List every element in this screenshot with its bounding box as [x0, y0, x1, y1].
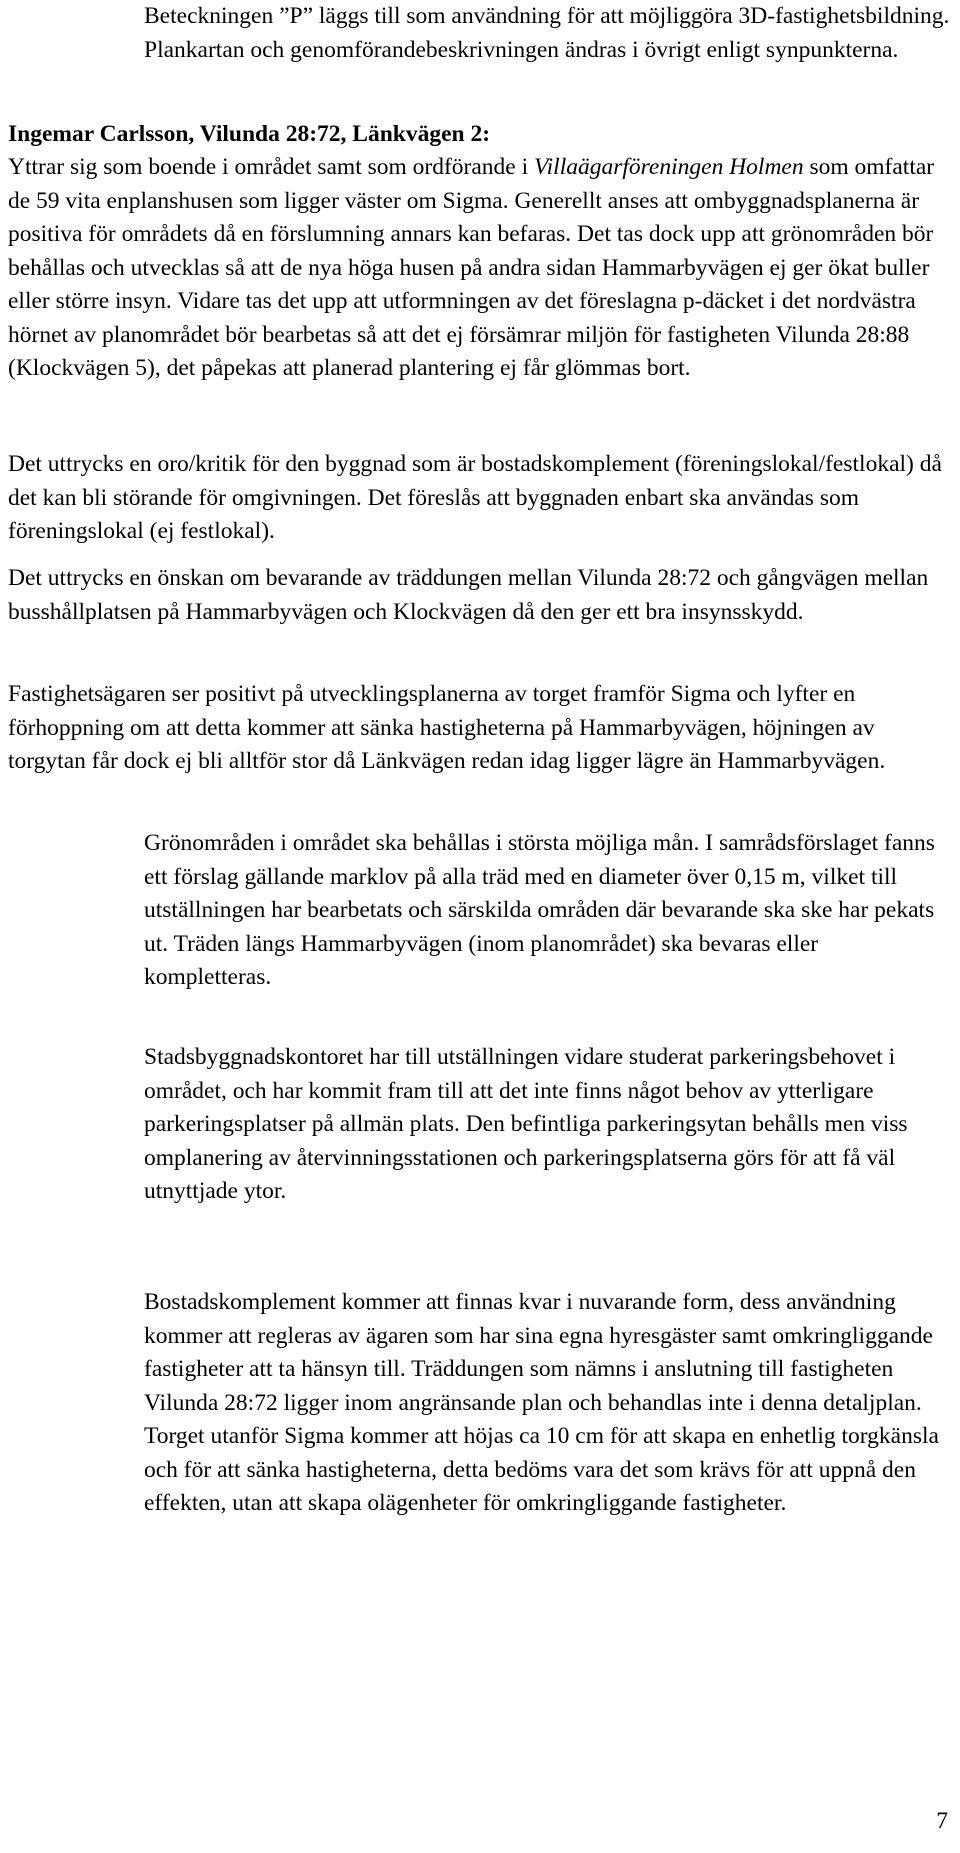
response-paragraph-1: Grönområden i området ska behållas i största möjliga mån. I samrådsförslaget fanns ett förslag gällande marklov på alla träd med en diameter över 0,15 m, vilket till utställningen har bearbetats och särskilda områden där bevarande ska ske har pekats ut. Träden längs Hammarbyvägen (inom planområdet) ska bevaras eller kompletteras.	[144, 830, 935, 990]
top-paragraph: Beteckningen ”P” läggs till som användning för att möjliggöra 3D-fastighetsbildning. Plankartan och genomförandebeskrivningen ändras i övrigt enligt synpunkterna.	[144, 3, 950, 63]
comment-paragraph-4: Fastighetsägaren ser positivt på utvecklingsplanerna av torget framför Sigma och lyfter en förhoppning om att detta kommer att sänka hastigheterna på Hammarbyvägen, höjningen av torgytan får dock ej bli alltför stor då Länkvägen redan idag ligger lägre än Hammarbyvägen.	[8, 681, 886, 774]
comment-paragraph-2: Det uttrycks en oro/kritik för den byggnad som är bostadskomplement (föreningslokal/festlokal) då det kan bli störande för omgivningen. Det föreslås att byggnaden enbart ska användas som föreningslokal (ej festlokal).	[8, 451, 942, 544]
page-number: 7	[936, 1808, 948, 1834]
comment-intro-text: Yttrar sig som boende i området samt som ordförande i	[8, 154, 535, 180]
association-name: Villaägarföreningen Holmen	[534, 154, 804, 180]
response-paragraph-2: Stadsbyggnadskontoret har till utställningen vidare studerat parkeringsbehovet i området, och har kommit fram till att det inte finns något behov av ytterligare parkeringsplatser på allmän plats. Den befintliga parkeringsytan behålls men viss omplanering av återvinningsstationen och parkeringsplatserna görs för att få väl utnyttjade ytor.	[144, 1044, 908, 1204]
comment-body-text: som omfattar de 59 vita enplanshusen som ligger väster om Sigma. Generellt anses att ombyggnadsplanerna är positiva för områdets då en förslumning annars kan befaras. Det tas dock upp att grönområden bör behållas och utvecklas så att de nya höga husen på andra sidan Hammarbyvägen ej ger ökat buller eller större insyn. Vidare tas det upp att utformningen av det föreslagna p-däcket i det nordvästra hörnet av planområdet bör bearbetas så att det ej försämrar miljön för fastigheten Vilunda 28:88 (Klockvägen 5), det påpekas att planerad plantering ej får glömmas bort.	[8, 154, 935, 381]
comment-paragraph-1	[8, 151, 952, 386]
response-paragraph-3: Bostadskomplement kommer att finnas kvar i nuvarande form, dess användning kommer att regleras av ägaren som har sina egna hyresgäster samt omkringliggande fastigheter att ta hänsyn till. Träddungen som nämns i anslutning till fastigheten Vilunda 28:72 ligger inom angränsande plan och behandlas inte i denna detaljplan. Torget utanför Sigma kommer att höjas ca 10 cm för att skapa en enhetlig torgkänsla och för att sänka hastigheterna, detta bedöms vara det som krävs för att uppnå den effekten, utan att skapa olägenheter för omkringliggande fastigheter.	[144, 1289, 939, 1516]
comment-heading: Ingemar Carlsson, Vilunda 28:72, Länkvägen 2:	[8, 121, 491, 147]
comment-paragraph-3: Det uttrycks en önskan om bevarande av träddungen mellan Vilunda 28:72 och gångvägen mellan busshållplatsen på Hammarbyvägen och Klockvägen då den ger ett bra insynsskydd.	[8, 565, 929, 625]
